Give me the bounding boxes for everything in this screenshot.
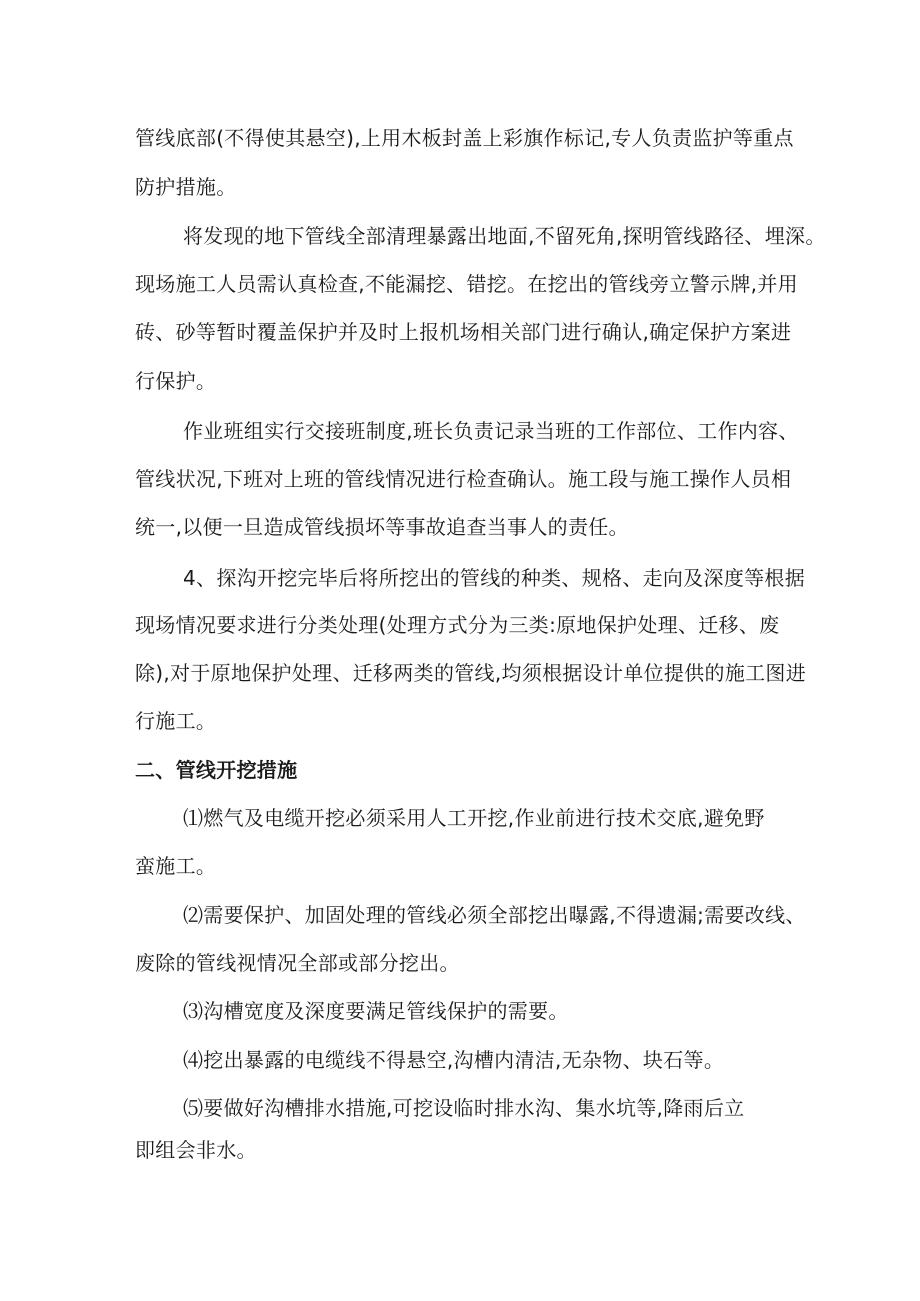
text-line: 行保护。 [135, 369, 217, 393]
text-line: 即组会非水。 [135, 1138, 257, 1162]
text-line: 行施工。 [135, 709, 217, 733]
text-line: 作业班组实行交接班制度,班长负责记录当班的工作部位、工作内容、 [183, 419, 799, 443]
text-line: 废除的管线视情况全部或部分挖出。 [135, 951, 460, 975]
text-line: 除),对于原地保护处理、迁移两类的管线,均须根据设计单位提供的施工图进 [135, 661, 807, 685]
text-line: 砖、砂等暂时覆盖保护并及时上报机场相关部门进行确认,确定保护方案进 [135, 320, 792, 344]
text-line: 4、探沟开挖完毕后将所挖出的管线的种类、规格、走向及深度等根据 [183, 566, 806, 590]
text-line: ⑶沟槽宽度及深度要满足管线保护的需要。 [183, 999, 569, 1023]
text-line: 管线状况,下班对上班的管线情况进行检查确认。施工段与施工操作人员相 [135, 467, 792, 491]
text-line: ⑷挖出暴露的电缆线不得悬空,沟槽内清洁,无杂物、块石等。 [183, 1048, 725, 1072]
text-line: ⑴燃气及电缆开挖必须采用人工开挖,作业前进行技术交底,避免野 [183, 806, 765, 830]
text-line: 统一,以便一旦造成管线损坏等事故追查当事人的责任。 [135, 515, 629, 539]
text-line: 防护措施。 [135, 175, 237, 199]
text-line: 现场施工人员需认真检查,不能漏挖、错挖。在挖出的管线旁立警示牌,并用 [135, 272, 798, 296]
text-line: 将发现的地下管线全部清理暴露出地面,不留死角,探明管线路径、埋深。 [183, 224, 826, 248]
text-line: 蛮施工。 [135, 854, 217, 878]
text-line: ⑵需要保护、加固处理的管线必须全部挖出曝露,不得遗漏;需要改线、 [183, 903, 806, 927]
text-line: ⑸要做好沟槽排水措施,可挖设临时排水沟、集水坑等,降雨后立 [183, 1096, 745, 1120]
text-line: 现场情况要求进行分类处理(处理方式分为三类:原地保护处理、迁移、废 [135, 613, 780, 637]
text-line: 管线底部(不得使其悬空),上用木板封盖上彩旗作标记,专人负责监护等重点 [135, 126, 794, 150]
section-heading: 二、管线开挖措施 [135, 758, 298, 782]
